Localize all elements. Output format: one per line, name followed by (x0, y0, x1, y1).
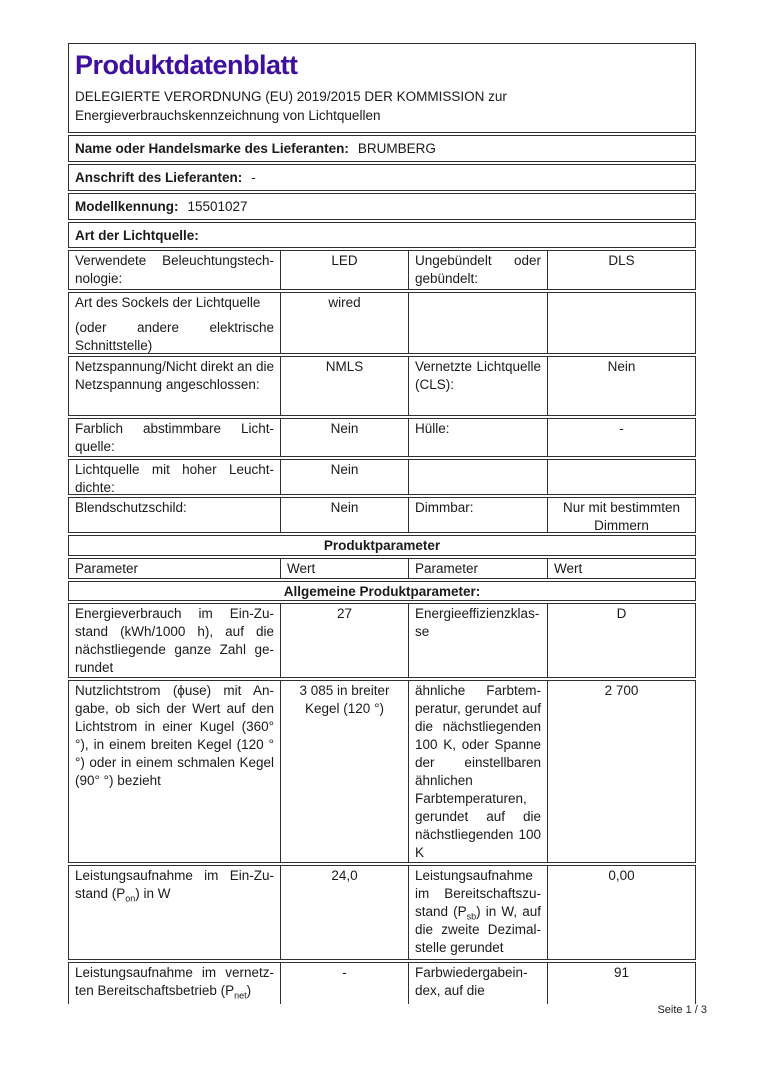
param-name-text: Leistungsaufnahme im Bereitschaftszustand (P (415, 868, 541, 919)
supplier-name-row (68, 135, 696, 162)
param-name-text: ) (246, 983, 252, 998)
supplier-name-value: BRUMBERG (357, 141, 436, 156)
param-name-line-2: (oder andere elektrische Schnittstelle) (75, 320, 274, 353)
table-row-clipped (68, 962, 696, 1004)
supplier-address-label: Anschrift des Lieferanten: (75, 170, 243, 185)
param-value (547, 293, 695, 353)
param-name (69, 963, 280, 1004)
title-block (68, 43, 696, 133)
param-name-text: ) in W, auf die zweite Dezimalstelle gerundet (415, 904, 541, 955)
param-value: D (547, 604, 695, 677)
param-name (408, 293, 547, 353)
param-name: Energieverbrauch im Ein-Zustand (kWh/1000 h), auf die nächstliegende ganze Zahl gerundet (75, 606, 274, 675)
param-value: Nein (280, 460, 408, 494)
param-name: Blendschutzschild: (75, 500, 187, 515)
light-source-type-row (68, 222, 696, 248)
light-source-type-label: Art der Lichtquelle: (75, 228, 199, 243)
param-name: Ungebündelt oder gebündelt: (408, 251, 547, 289)
model-id-value: 15501027 (187, 199, 248, 214)
model-id-row (68, 193, 696, 220)
param-value: 24,0 (280, 866, 408, 959)
datasheet (68, 43, 696, 1006)
param-name (69, 866, 280, 959)
param-name-line-1: Art des Sockels der Lichtquelle (75, 295, 261, 310)
subscript: net (234, 990, 247, 1001)
param-value: LED (280, 251, 408, 289)
param-name: Energieeffizienzklasse (408, 604, 547, 677)
param-name-text: ) in W (135, 886, 171, 901)
param-value: Nur mit bestimmten Dimmern (547, 498, 695, 532)
param-name: Hülle: (408, 419, 547, 456)
column-header: Parameter (408, 559, 547, 578)
column-header: Wert (280, 559, 408, 578)
param-value (547, 460, 695, 494)
table-row (68, 459, 696, 495)
param-value: wired (280, 293, 408, 353)
param-name: ähnliche Farbtemperatur, gerundet auf die nächstliegenden 100 K, oder Spanne der einstellbaren ähnlichen Farbtemperaturen, gerundet auf die nächstliegenden 100 K (408, 681, 547, 862)
column-header: Wert (547, 559, 695, 578)
table-row (68, 603, 696, 678)
param-name: Farbwiedergabeindex, auf die (408, 963, 547, 1004)
param-name: Dimmbar: (408, 498, 547, 532)
param-value: Nein (547, 357, 695, 415)
param-value: - (280, 963, 408, 1004)
section-header-allgemeine: Allgemeine Produktparameter: (68, 581, 696, 601)
param-value: 0,00 (547, 866, 695, 959)
page-title: Produktdatenblatt (75, 50, 298, 80)
table-row (68, 497, 696, 533)
param-name: Farblich abstimmbare Lichtquelle: (75, 421, 274, 454)
param-value: 2 700 (547, 681, 695, 862)
param-value: NMLS (280, 357, 408, 415)
param-value: Nein (280, 419, 408, 456)
param-name: Verwendete Beleuchtungstechnologie: (75, 253, 274, 286)
regulation-line-1: DELEGIERTE VERORDNUNG (EU) 2019/2015 DER KOMMISSION zur (75, 89, 507, 104)
param-value: Nein (280, 498, 408, 532)
supplier-address-value: - (251, 170, 256, 185)
section-header-produktparameter: Produktparameter (68, 535, 696, 556)
param-name: Nutzlichtstrom (ϕuse) mit Angabe, ob sich der Wert auf den Lichtstrom in einer Kugel (360° °), in einem breiten Kegel (120 °°) oder in einem schmalen Kegel (90° °) bezieht (75, 683, 274, 788)
table-row (68, 865, 696, 960)
param-name (69, 293, 280, 353)
table-row (68, 250, 696, 290)
model-id-label: Modellkennung: (75, 199, 179, 214)
param-value: 27 (280, 604, 408, 677)
param-name: Lichtquelle mit hoher Leuchtdichte: (75, 462, 274, 494)
param-name-text: Leistungsaufnahme im vernetzten Bereitschaftsbetrieb (P (75, 965, 274, 998)
subscript: sb (466, 911, 477, 922)
param-name (408, 866, 547, 959)
param-name: Vernetzte Lichtquelle (CLS): (408, 357, 547, 415)
param-name (408, 460, 547, 494)
regulation-line-2: Energieverbrauchskennzeichnung von Lichtquellen (75, 108, 381, 123)
subscript: on (125, 893, 136, 904)
param-value: 91 (547, 963, 695, 1004)
table-row (68, 292, 696, 354)
column-header-row (68, 558, 696, 579)
param-value: 3 085 in breiter Kegel (120 °) (280, 681, 408, 862)
supplier-address-row (68, 164, 696, 191)
param-name-text: Leistungsaufnahme im Ein-Zustand (P (75, 868, 274, 901)
supplier-name-label: Name oder Handelsmarke des Lieferanten: (75, 141, 349, 156)
column-header: Parameter (75, 561, 139, 576)
table-row (68, 418, 696, 457)
param-value: DLS (547, 251, 695, 289)
table-row (68, 680, 696, 863)
param-value: - (547, 419, 695, 456)
param-name: Netzspannung/Nicht direkt an die Netzspannung angeschlossen: (75, 359, 274, 392)
table-row (68, 356, 696, 416)
page-number: Seite 1 / 3 (657, 1004, 707, 1016)
